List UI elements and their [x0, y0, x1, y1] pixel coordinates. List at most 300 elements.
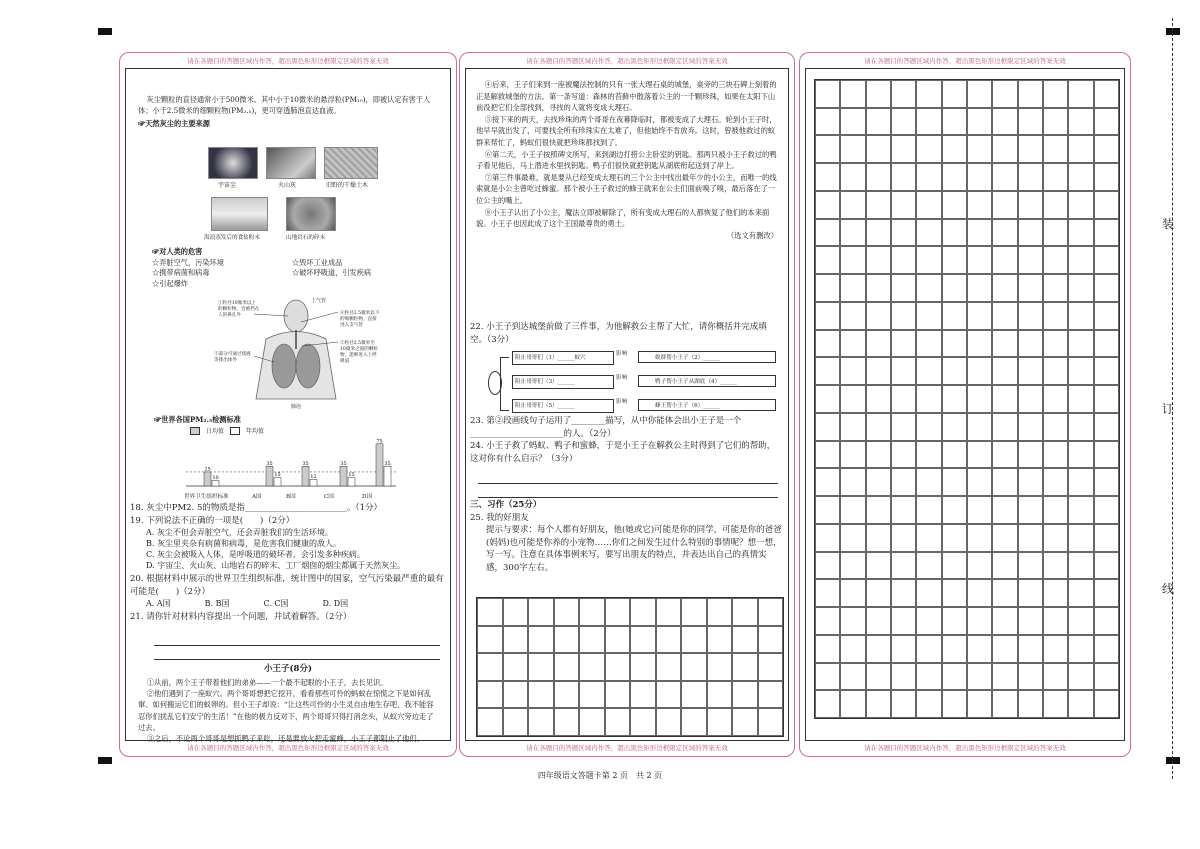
grid-cell[interactable] — [992, 441, 1017, 469]
grid-cell[interactable] — [630, 681, 656, 709]
grid-cell[interactable] — [967, 524, 992, 552]
grid-cell[interactable] — [1043, 274, 1068, 302]
grid-cell[interactable] — [866, 635, 891, 663]
grid-cell[interactable] — [992, 274, 1017, 302]
grid-cell[interactable] — [605, 708, 631, 736]
grid-cell[interactable] — [967, 108, 992, 136]
grid-cell[interactable] — [942, 219, 967, 247]
grid-cell[interactable] — [815, 219, 840, 247]
grid-cell[interactable] — [1068, 219, 1093, 247]
composition-grid[interactable] — [814, 79, 1120, 719]
grid-cell[interactable] — [681, 626, 707, 654]
grid-cell[interactable] — [840, 552, 865, 580]
grid-cell[interactable] — [1018, 579, 1043, 607]
grid-cell[interactable] — [840, 441, 865, 469]
grid-cell[interactable] — [815, 579, 840, 607]
grid-cell[interactable] — [554, 598, 580, 626]
question-19[interactable]: 19. 下列说法不正确的一项是( )（2分） — [130, 515, 295, 526]
q22-row-1-right[interactable]: 蚁群帮小王子（2）______ — [638, 351, 776, 363]
grid-cell[interactable] — [681, 681, 707, 709]
grid-cell[interactable] — [992, 635, 1017, 663]
grid-cell[interactable] — [942, 80, 967, 108]
grid-cell[interactable] — [1018, 135, 1043, 163]
grid-cell[interactable] — [866, 330, 891, 358]
grid-cell[interactable] — [681, 653, 707, 681]
grid-cell[interactable] — [942, 552, 967, 580]
grid-cell[interactable] — [477, 653, 503, 681]
grid-cell[interactable] — [579, 681, 605, 709]
grid-cell[interactable] — [866, 302, 891, 330]
grid-cell[interactable] — [1068, 385, 1093, 413]
grid-cell[interactable] — [942, 663, 967, 691]
grid-cell[interactable] — [967, 385, 992, 413]
grid-cell[interactable] — [891, 246, 916, 274]
grid-cell[interactable] — [815, 635, 840, 663]
grid-cell[interactable] — [1094, 108, 1119, 136]
grid-cell[interactable] — [554, 681, 580, 709]
grid-cell[interactable] — [1043, 135, 1068, 163]
grid-cell[interactable] — [732, 708, 758, 736]
grid-cell[interactable] — [967, 635, 992, 663]
grid-cell[interactable] — [840, 135, 865, 163]
question-21[interactable]: 21. 请你针对材料内容提出一个问题，并试着解答。（2分） — [130, 611, 352, 622]
grid-cell[interactable] — [967, 246, 992, 274]
grid-cell[interactable] — [758, 626, 784, 654]
grid-cell[interactable] — [1043, 385, 1068, 413]
grid-cell[interactable] — [866, 357, 891, 385]
grid-cell[interactable] — [1068, 163, 1093, 191]
grid-cell[interactable] — [866, 579, 891, 607]
grid-cell[interactable] — [528, 681, 554, 709]
grid-cell[interactable] — [656, 708, 682, 736]
grid-cell[interactable] — [866, 163, 891, 191]
grid-cell[interactable] — [1094, 441, 1119, 469]
grid-cell[interactable] — [967, 690, 992, 718]
grid-cell[interactable] — [815, 80, 840, 108]
composition-grid[interactable] — [476, 597, 784, 737]
grid-cell[interactable] — [967, 357, 992, 385]
grid-cell[interactable] — [840, 357, 865, 385]
grid-cell[interactable] — [1068, 135, 1093, 163]
grid-cell[interactable] — [528, 653, 554, 681]
grid-cell[interactable] — [707, 653, 733, 681]
grid-cell[interactable] — [1018, 385, 1043, 413]
grid-cell[interactable] — [1043, 330, 1068, 358]
grid-cell[interactable] — [992, 219, 1017, 247]
grid-cell[interactable] — [605, 653, 631, 681]
grid-cell[interactable] — [477, 598, 503, 626]
grid-cell[interactable] — [916, 246, 941, 274]
grid-cell[interactable] — [1043, 524, 1068, 552]
question-22[interactable]: 22. 小王子到达城堡前做了三件事，为他解救公主帮了大忙，请你概括并完成填空。（3分） — [470, 322, 767, 345]
grid-cell[interactable] — [815, 246, 840, 274]
grid-cell[interactable] — [758, 681, 784, 709]
grid-cell[interactable] — [656, 653, 682, 681]
grid-cell[interactable] — [942, 441, 967, 469]
grid-cell[interactable] — [992, 468, 1017, 496]
grid-cell[interactable] — [1043, 468, 1068, 496]
grid-cell[interactable] — [605, 598, 631, 626]
grid-cell[interactable] — [503, 598, 529, 626]
grid-cell[interactable] — [1018, 663, 1043, 691]
grid-cell[interactable] — [1018, 524, 1043, 552]
grid-cell[interactable] — [916, 302, 941, 330]
grid-cell[interactable] — [605, 681, 631, 709]
grid-cell[interactable] — [630, 598, 656, 626]
grid-cell[interactable] — [942, 246, 967, 274]
grid-cell[interactable] — [992, 191, 1017, 219]
grid-cell[interactable] — [579, 653, 605, 681]
grid-cell[interactable] — [1094, 468, 1119, 496]
grid-cell[interactable] — [891, 496, 916, 524]
grid-cell[interactable] — [840, 607, 865, 635]
grid-cell[interactable] — [630, 708, 656, 736]
grid-cell[interactable] — [1068, 496, 1093, 524]
grid-cell[interactable] — [1043, 441, 1068, 469]
answer-line[interactable] — [478, 483, 778, 484]
grid-cell[interactable] — [1018, 302, 1043, 330]
grid-cell[interactable] — [967, 552, 992, 580]
grid-cell[interactable] — [707, 626, 733, 654]
grid-cell[interactable] — [732, 598, 758, 626]
grid-cell[interactable] — [1094, 663, 1119, 691]
grid-cell[interactable] — [630, 653, 656, 681]
grid-cell[interactable] — [1043, 246, 1068, 274]
grid-cell[interactable] — [942, 635, 967, 663]
grid-cell[interactable] — [528, 626, 554, 654]
grid-cell[interactable] — [707, 598, 733, 626]
grid-cell[interactable] — [916, 579, 941, 607]
grid-cell[interactable] — [916, 163, 941, 191]
grid-cell[interactable] — [992, 413, 1017, 441]
grid-cell[interactable] — [528, 708, 554, 736]
grid-cell[interactable] — [1068, 468, 1093, 496]
grid-cell[interactable] — [891, 163, 916, 191]
grid-cell[interactable] — [891, 607, 916, 635]
grid-cell[interactable] — [916, 552, 941, 580]
grid-cell[interactable] — [1043, 163, 1068, 191]
question-24[interactable]: 24. 小王子救了蚂蚁、鸭子和蜜蜂，于是小王子在解救公主时得到了它们的帮助，这对你有什么启示？（3分） — [470, 441, 776, 464]
grid-cell[interactable] — [815, 357, 840, 385]
grid-cell[interactable] — [1094, 413, 1119, 441]
grid-cell[interactable] — [815, 524, 840, 552]
grid-cell[interactable] — [891, 441, 916, 469]
grid-cell[interactable] — [992, 496, 1017, 524]
answer-line[interactable] — [478, 497, 778, 498]
grid-cell[interactable] — [840, 579, 865, 607]
grid-cell[interactable] — [1094, 135, 1119, 163]
grid-cell[interactable] — [1018, 80, 1043, 108]
grid-cell[interactable] — [1018, 191, 1043, 219]
grid-cell[interactable] — [1094, 635, 1119, 663]
q22-row-3-left[interactable]: 阻止哥哥们（5）______ — [512, 399, 614, 413]
grid-cell[interactable] — [866, 274, 891, 302]
grid-cell[interactable] — [503, 681, 529, 709]
grid-cell[interactable] — [866, 80, 891, 108]
grid-cell[interactable] — [732, 653, 758, 681]
grid-cell[interactable] — [866, 135, 891, 163]
grid-cell[interactable] — [891, 135, 916, 163]
grid-cell[interactable] — [942, 579, 967, 607]
grid-cell[interactable] — [1068, 357, 1093, 385]
grid-cell[interactable] — [815, 330, 840, 358]
grid-cell[interactable] — [942, 413, 967, 441]
grid-cell[interactable] — [967, 80, 992, 108]
grid-cell[interactable] — [815, 163, 840, 191]
grid-cell[interactable] — [891, 524, 916, 552]
grid-cell[interactable] — [1068, 108, 1093, 136]
grid-cell[interactable] — [1043, 579, 1068, 607]
grid-cell[interactable] — [815, 191, 840, 219]
grid-cell[interactable] — [942, 607, 967, 635]
grid-cell[interactable] — [866, 108, 891, 136]
grid-cell[interactable] — [554, 626, 580, 654]
grid-cell[interactable] — [1094, 219, 1119, 247]
grid-cell[interactable] — [1068, 274, 1093, 302]
grid-cell[interactable] — [1094, 607, 1119, 635]
grid-cell[interactable] — [840, 385, 865, 413]
grid-cell[interactable] — [967, 274, 992, 302]
grid-cell[interactable] — [916, 607, 941, 635]
grid-cell[interactable] — [840, 635, 865, 663]
grid-cell[interactable] — [815, 302, 840, 330]
grid-cell[interactable] — [656, 681, 682, 709]
grid-cell[interactable] — [1018, 219, 1043, 247]
grid-cell[interactable] — [815, 108, 840, 136]
grid-cell[interactable] — [916, 635, 941, 663]
grid-cell[interactable] — [942, 468, 967, 496]
grid-cell[interactable] — [1068, 302, 1093, 330]
grid-cell[interactable] — [916, 496, 941, 524]
grid-cell[interactable] — [1094, 690, 1119, 718]
grid-cell[interactable] — [916, 385, 941, 413]
grid-cell[interactable] — [1018, 246, 1043, 274]
grid-cell[interactable] — [967, 468, 992, 496]
grid-cell[interactable] — [891, 330, 916, 358]
grid-cell[interactable] — [891, 108, 916, 136]
grid-cell[interactable] — [992, 163, 1017, 191]
grid-cell[interactable] — [1094, 496, 1119, 524]
grid-cell[interactable] — [815, 496, 840, 524]
grid-cell[interactable] — [942, 108, 967, 136]
grid-cell[interactable] — [1068, 552, 1093, 580]
grid-cell[interactable] — [916, 80, 941, 108]
grid-cell[interactable] — [891, 579, 916, 607]
grid-cell[interactable] — [758, 653, 784, 681]
grid-cell[interactable] — [942, 274, 967, 302]
grid-cell[interactable] — [1018, 690, 1043, 718]
grid-cell[interactable] — [1068, 191, 1093, 219]
grid-cell[interactable] — [866, 191, 891, 219]
grid-cell[interactable] — [656, 626, 682, 654]
grid-cell[interactable] — [840, 690, 865, 718]
grid-cell[interactable] — [1094, 302, 1119, 330]
answer-line[interactable] — [154, 645, 440, 646]
grid-cell[interactable] — [1068, 80, 1093, 108]
answer-line[interactable] — [154, 659, 440, 660]
question-23[interactable]: 23. 第②段画线句子运用了________描写，从中你能体会出小王子是一个______________________的人。（2分） — [470, 416, 742, 439]
grid-cell[interactable] — [1043, 191, 1068, 219]
grid-cell[interactable] — [916, 690, 941, 718]
grid-cell[interactable] — [992, 607, 1017, 635]
grid-cell[interactable] — [891, 635, 916, 663]
grid-cell[interactable] — [992, 690, 1017, 718]
grid-cell[interactable] — [916, 330, 941, 358]
grid-cell[interactable] — [1043, 663, 1068, 691]
grid-cell[interactable] — [992, 246, 1017, 274]
grid-cell[interactable] — [866, 385, 891, 413]
grid-cell[interactable] — [916, 441, 941, 469]
grid-cell[interactable] — [554, 708, 580, 736]
grid-cell[interactable] — [1043, 80, 1068, 108]
grid-cell[interactable] — [992, 357, 1017, 385]
q22-row-2-left[interactable]: 阻止哥哥们（3）______ — [512, 375, 614, 389]
grid-cell[interactable] — [815, 135, 840, 163]
grid-cell[interactable] — [840, 163, 865, 191]
grid-cell[interactable] — [840, 524, 865, 552]
grid-cell[interactable] — [1094, 579, 1119, 607]
q22-row-3-right[interactable]: 蜂王帮小王子（6）______ — [638, 399, 776, 411]
grid-cell[interactable] — [967, 135, 992, 163]
grid-cell[interactable] — [992, 552, 1017, 580]
grid-cell[interactable] — [840, 663, 865, 691]
grid-cell[interactable] — [1018, 468, 1043, 496]
grid-cell[interactable] — [942, 163, 967, 191]
grid-cell[interactable] — [916, 135, 941, 163]
grid-cell[interactable] — [732, 626, 758, 654]
grid-cell[interactable] — [1068, 524, 1093, 552]
grid-cell[interactable] — [840, 330, 865, 358]
grid-cell[interactable] — [1094, 274, 1119, 302]
grid-cell[interactable] — [967, 302, 992, 330]
grid-cell[interactable] — [992, 385, 1017, 413]
grid-cell[interactable] — [1018, 496, 1043, 524]
grid-cell[interactable] — [916, 663, 941, 691]
grid-cell[interactable] — [707, 681, 733, 709]
grid-cell[interactable] — [1018, 552, 1043, 580]
grid-cell[interactable] — [815, 274, 840, 302]
grid-cell[interactable] — [1068, 246, 1093, 274]
grid-cell[interactable] — [967, 191, 992, 219]
grid-cell[interactable] — [681, 598, 707, 626]
grid-cell[interactable] — [866, 663, 891, 691]
grid-cell[interactable] — [1043, 413, 1068, 441]
grid-cell[interactable] — [1068, 441, 1093, 469]
grid-cell[interactable] — [1043, 635, 1068, 663]
grid-cell[interactable] — [840, 274, 865, 302]
grid-cell[interactable] — [916, 108, 941, 136]
grid-cell[interactable] — [866, 219, 891, 247]
grid-cell[interactable] — [866, 468, 891, 496]
grid-cell[interactable] — [891, 413, 916, 441]
grid-cell[interactable] — [815, 413, 840, 441]
grid-cell[interactable] — [1094, 80, 1119, 108]
grid-cell[interactable] — [866, 690, 891, 718]
grid-cell[interactable] — [1018, 413, 1043, 441]
grid-cell[interactable] — [554, 653, 580, 681]
grid-cell[interactable] — [503, 653, 529, 681]
grid-cell[interactable] — [656, 598, 682, 626]
grid-cell[interactable] — [840, 80, 865, 108]
grid-cell[interactable] — [1094, 191, 1119, 219]
grid-cell[interactable] — [992, 80, 1017, 108]
grid-cell[interactable] — [1094, 246, 1119, 274]
grid-cell[interactable] — [967, 219, 992, 247]
grid-cell[interactable] — [942, 135, 967, 163]
grid-cell[interactable] — [579, 598, 605, 626]
grid-cell[interactable] — [891, 552, 916, 580]
grid-cell[interactable] — [1043, 552, 1068, 580]
grid-cell[interactable] — [942, 496, 967, 524]
grid-cell[interactable] — [916, 357, 941, 385]
grid-cell[interactable] — [477, 626, 503, 654]
question-20[interactable]: 20. 根据材料中展示的世界卫生组织标准，统计图中的国家，空气污染最严重的最有可能是( )（2分） — [130, 574, 444, 597]
grid-cell[interactable] — [1043, 108, 1068, 136]
grid-cell[interactable] — [605, 626, 631, 654]
grid-cell[interactable] — [992, 302, 1017, 330]
grid-cell[interactable] — [891, 219, 916, 247]
grid-cell[interactable] — [866, 441, 891, 469]
grid-cell[interactable] — [579, 626, 605, 654]
grid-cell[interactable] — [815, 607, 840, 635]
grid-cell[interactable] — [967, 607, 992, 635]
grid-cell[interactable] — [992, 330, 1017, 358]
grid-cell[interactable] — [681, 708, 707, 736]
grid-cell[interactable] — [891, 357, 916, 385]
question-18[interactable]: 18. 灰尘中PM2. 5的物质是指________________________。（1分） — [130, 503, 383, 513]
grid-cell[interactable] — [1094, 524, 1119, 552]
grid-cell[interactable] — [1043, 302, 1068, 330]
grid-cell[interactable] — [992, 663, 1017, 691]
grid-cell[interactable] — [866, 413, 891, 441]
grid-cell[interactable] — [942, 191, 967, 219]
grid-cell[interactable] — [916, 219, 941, 247]
grid-cell[interactable] — [1094, 163, 1119, 191]
grid-cell[interactable] — [866, 496, 891, 524]
grid-cell[interactable] — [1094, 357, 1119, 385]
grid-cell[interactable] — [1018, 274, 1043, 302]
grid-cell[interactable] — [891, 468, 916, 496]
grid-cell[interactable] — [1043, 496, 1068, 524]
grid-cell[interactable] — [967, 496, 992, 524]
grid-cell[interactable] — [758, 598, 784, 626]
grid-cell[interactable] — [916, 413, 941, 441]
grid-cell[interactable] — [967, 663, 992, 691]
grid-cell[interactable] — [1068, 607, 1093, 635]
grid-cell[interactable] — [967, 441, 992, 469]
grid-cell[interactable] — [1018, 108, 1043, 136]
grid-cell[interactable] — [992, 579, 1017, 607]
grid-cell[interactable] — [866, 607, 891, 635]
grid-cell[interactable] — [528, 598, 554, 626]
grid-cell[interactable] — [866, 246, 891, 274]
grid-cell[interactable] — [815, 385, 840, 413]
grid-cell[interactable] — [1068, 635, 1093, 663]
grid-cell[interactable] — [942, 385, 967, 413]
grid-cell[interactable] — [815, 441, 840, 469]
grid-cell[interactable] — [840, 413, 865, 441]
grid-cell[interactable] — [815, 690, 840, 718]
grid-cell[interactable] — [1094, 552, 1119, 580]
grid-cell[interactable] — [1068, 579, 1093, 607]
grid-cell[interactable] — [891, 690, 916, 718]
grid-cell[interactable] — [477, 708, 503, 736]
grid-cell[interactable] — [967, 330, 992, 358]
grid-cell[interactable] — [866, 524, 891, 552]
grid-cell[interactable] — [916, 524, 941, 552]
grid-cell[interactable] — [992, 135, 1017, 163]
grid-cell[interactable] — [866, 552, 891, 580]
